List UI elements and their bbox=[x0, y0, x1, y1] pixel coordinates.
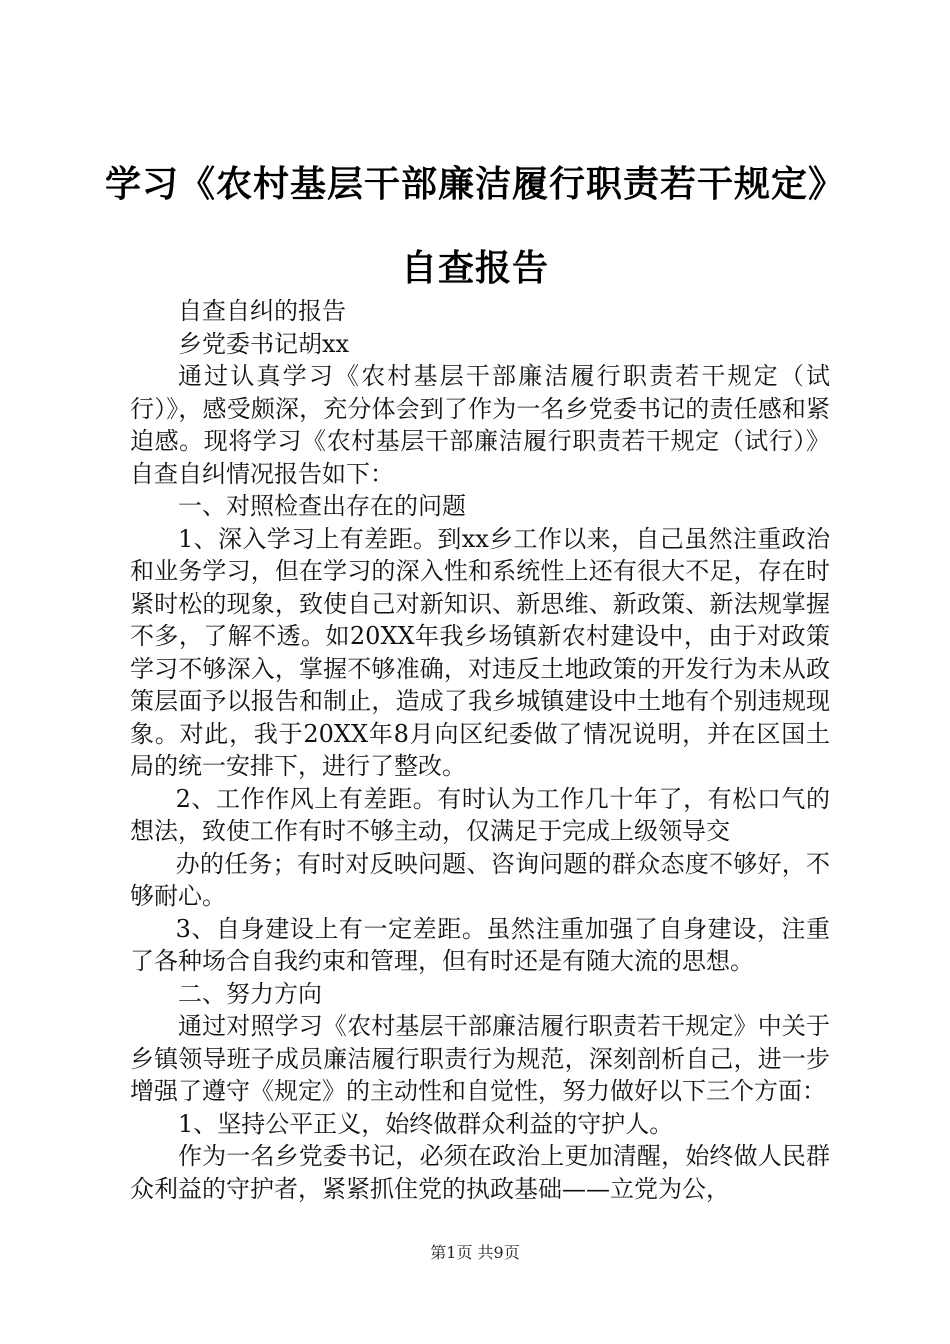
document-title-line-2: 自查报告 bbox=[400, 248, 549, 289]
paragraph-author: 乡党委书记胡xx bbox=[178, 329, 350, 358]
paragraph-direction-1: 1、坚持公平正义，始终做群众利益的守护人。 bbox=[178, 1109, 674, 1138]
paragraph-direction-1-detail: 作为一名乡党委书记，必须在政治上更加清醒，始终做人民群众利益的守护者，紧紧抓住党的执政基础——立党为公， bbox=[130, 1142, 830, 1203]
paragraph-direction-intro: 通过对照学习《农村基层干部廉洁履行职责若干规定》中关于乡镇领导班子成员廉洁履行职责行为规范，深刻剖析自己，进一步增强了遵守《规定》的主动性和自觉性，努力做好以下三个方面： bbox=[130, 1012, 830, 1105]
section-heading-direction: 二、努力方向 bbox=[178, 979, 322, 1008]
paragraph-problem-2: 2、工作作风上有差距。有时认为工作几十年了，有松口气的想法，致使工作有时不够主动，仅满足于完成上级领导交 bbox=[130, 784, 830, 845]
paragraph-intro: 通过认真学习《农村基层干部廉洁履行职责若干规定（试行）》，感受颇深，充分体会到了作为一名乡党委书记的责任感和紧迫感。现将学习《农村基层干部廉洁履行职责若干规定（试行）》自查自纠情况报告如下： bbox=[130, 362, 830, 488]
paragraph-report-label: 自查自纠的报告 bbox=[178, 297, 346, 325]
section-heading-problems: 一、对照检查出存在的问题 bbox=[178, 492, 466, 520]
paragraph-problem-3: 3、自身建设上有一定差距。虽然注重加强了自身建设，注重了各种场合自我约束和管理，但有时还是有随大流的思想。 bbox=[130, 914, 830, 975]
paragraph-problem-2-cont: 办的任务；有时对反映问题、咨询问题的群众态度不够好，不够耐心。 bbox=[130, 849, 830, 910]
paragraph-problem-1: 1、深入学习上有差距。到xx乡工作以来，自己虽然注重政治和业务学习，但在学习的深入性和系统性上还有很大不足，存在时紧时松的现象，致使自己对新知识、新思维、新政策、新法规掌握不多，了解不透。如20XX年我乡场镇新农村建设中，由于对政策学习不够深入，掌握不够准确，对违反土地政策的开发行为未从政策层面予以报告和制止，造成了我乡城镇建设中土地有个别违规现象。对此，我于20XX年8月向区纪委做了情况说明，并在区国土局的统一安排下，进行了整改。 bbox=[130, 524, 830, 780]
page-footer: 第1页 共9页 bbox=[430, 1243, 520, 1262]
document-title-line-1: 学习《农村基层干部廉洁履行职责若干规定》 bbox=[104, 164, 845, 205]
document-body bbox=[130, 295, 830, 1205]
